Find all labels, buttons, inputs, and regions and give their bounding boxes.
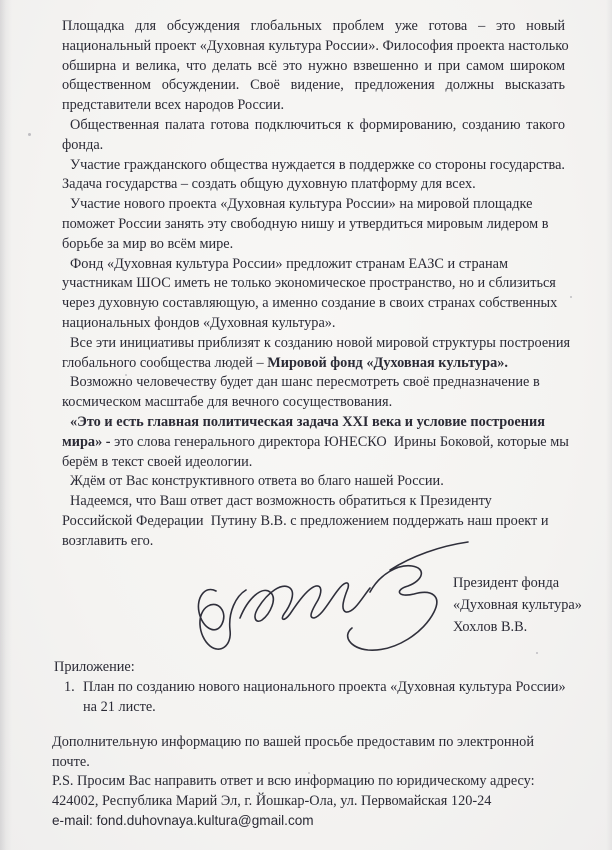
footer-line: P.S. Просим Вас направить ответ и всю информацию по юридическому адресу:: [52, 773, 535, 790]
text-run: поможет России занять эту свободную нишу и утвердиться мировым лидером в: [62, 215, 549, 232]
scan-speckle: [570, 296, 572, 298]
attachment-heading: Приложение:: [54, 659, 135, 675]
footer-line: Дополнительную информацию по вашей просьбе предоставим по электронной: [52, 734, 534, 750]
text-line: [62, 314, 565, 334]
text-run: это слова генерального директора ЮНЕСКО Ирины Боковой, которые мы: [114, 433, 569, 450]
text-run: общественном обсуждении. Своё видение, предложения должны высказать: [62, 77, 565, 94]
scan-speckle: [28, 133, 31, 136]
text-line: [62, 76, 565, 96]
text-run: «Это и есть главная политическая задача XXI века и условие построения: [70, 413, 545, 430]
handwritten-signature-icon: [193, 528, 478, 658]
text-line: [62, 195, 565, 215]
attachment-item-number: 1.: [64, 678, 75, 695]
text-line: [62, 215, 565, 235]
paragraph: [62, 373, 565, 413]
text-line: [62, 433, 569, 453]
paragraph: [62, 413, 569, 472]
letter-body: [62, 17, 571, 552]
footer-line: почте.: [52, 753, 90, 770]
text-run: Возможно человечеству будет дан шанс пересмотреть своё предназначение в: [70, 374, 540, 391]
text-line: [62, 393, 565, 413]
footer-line: 424002, Республика Марий Эл, г. Йошкар-Ола, ул. Первомайская 120-24: [52, 792, 492, 809]
paragraph: [62, 156, 565, 196]
text-run: национальных фондов «Духовная культура».: [62, 314, 336, 331]
text-run: берём в текст своей идеологии.: [62, 453, 253, 470]
text-run: Общественная палата готова подключиться к формированию, созданию такого: [70, 116, 565, 133]
text-run: космическом масштабе для вечного сосуществования.: [62, 394, 393, 411]
text-line: [62, 37, 569, 57]
text-run: Фонд «Духовная культура России» предложит странам ЕАЗС и странам: [70, 255, 509, 272]
paragraph: [62, 334, 571, 374]
text-line: [62, 274, 565, 294]
text-line: [62, 96, 565, 116]
text-run: Российской Федерации Путину В.В. с предложением поддержать наш проект и: [62, 512, 549, 529]
text-line: [62, 175, 565, 195]
text-line: [62, 156, 565, 176]
paragraph: [62, 195, 565, 254]
attachment-item: [64, 678, 566, 718]
text-run: представители всех народов России.: [62, 97, 285, 114]
scan-speckle: [308, 772, 310, 774]
text-line: [62, 334, 571, 354]
text-run: Мировой фонд «Духовная культура».: [267, 354, 508, 371]
text-line: [62, 235, 565, 255]
text-line: [62, 472, 565, 492]
text-line: [62, 492, 565, 512]
attachment-item-line: на 21 листе.: [83, 698, 156, 715]
scan-speckle: [125, 374, 127, 376]
text-run: мира» -: [62, 433, 115, 450]
text-line: [62, 413, 565, 433]
paragraph: [62, 472, 565, 492]
attachment-item-line: План по созданию нового национального проекта «Духовная культура России»: [83, 678, 566, 695]
text-line: [62, 354, 565, 374]
text-run: возглавить его.: [62, 532, 154, 549]
text-line: [62, 255, 565, 275]
text-run: Надеемся, что Ваш ответ даст возможность обратиться к Президенту: [70, 493, 492, 510]
paragraph: [62, 116, 565, 156]
text-line: [62, 373, 565, 393]
text-line: [62, 453, 565, 473]
text-run: национальный проект «Духовная культура России». Философия проекта настолько: [62, 37, 569, 54]
text-line: [62, 116, 565, 136]
text-line: [62, 294, 565, 314]
text-run: через духовную составляющую, а именно создание в своих странах собственных: [62, 295, 558, 312]
text-run: Ждём от Вас конструктивного ответа во благо нашей России.: [70, 473, 444, 490]
text-run: Участие гражданского общества нуждается в поддержке со стороны государства.: [70, 156, 566, 173]
text-run: обширна и велика, что делать всё это нужно взвешенно и при самом широком: [62, 57, 565, 74]
signoff-name-line: Хохлов В.В.: [453, 619, 528, 635]
footer-section: [52, 733, 572, 831]
email-address: e-mail: fond.duhovnaya.kultura@gmail.com: [52, 813, 314, 829]
signature-block: [453, 572, 582, 638]
scan-speckle: [536, 652, 538, 654]
text-line: [62, 17, 565, 37]
attachment-item-text: [83, 678, 566, 718]
paragraph: [62, 17, 569, 116]
text-run: глобального сообщества людей –: [62, 354, 268, 371]
signoff-fund-line: «Духовная культура»: [453, 597, 582, 613]
text-run: Все эти инициативы приблизят к созданию новой мировой структуры построения: [70, 334, 571, 351]
signoff-title-line: Президент фонда: [453, 575, 560, 591]
text-run: борьбе за мир во всём мире.: [62, 235, 234, 252]
text-line: [62, 57, 565, 77]
text-run: фонда.: [62, 136, 104, 153]
text-line: [62, 136, 565, 156]
text-run: Площадка для обсуждения глобальных проблем уже готова – это новый: [62, 18, 565, 34]
text-run: Участие нового проекта «Духовная культура России» на мировой площадке: [70, 196, 533, 213]
text-run: Задача государства – создать общую духовную платформу для всех.: [62, 176, 476, 193]
text-run: участникам ШОС иметь не только экономическое пространство, но и сблизиться: [62, 275, 556, 292]
paragraph: [62, 255, 565, 334]
attachment-section: [54, 658, 566, 717]
